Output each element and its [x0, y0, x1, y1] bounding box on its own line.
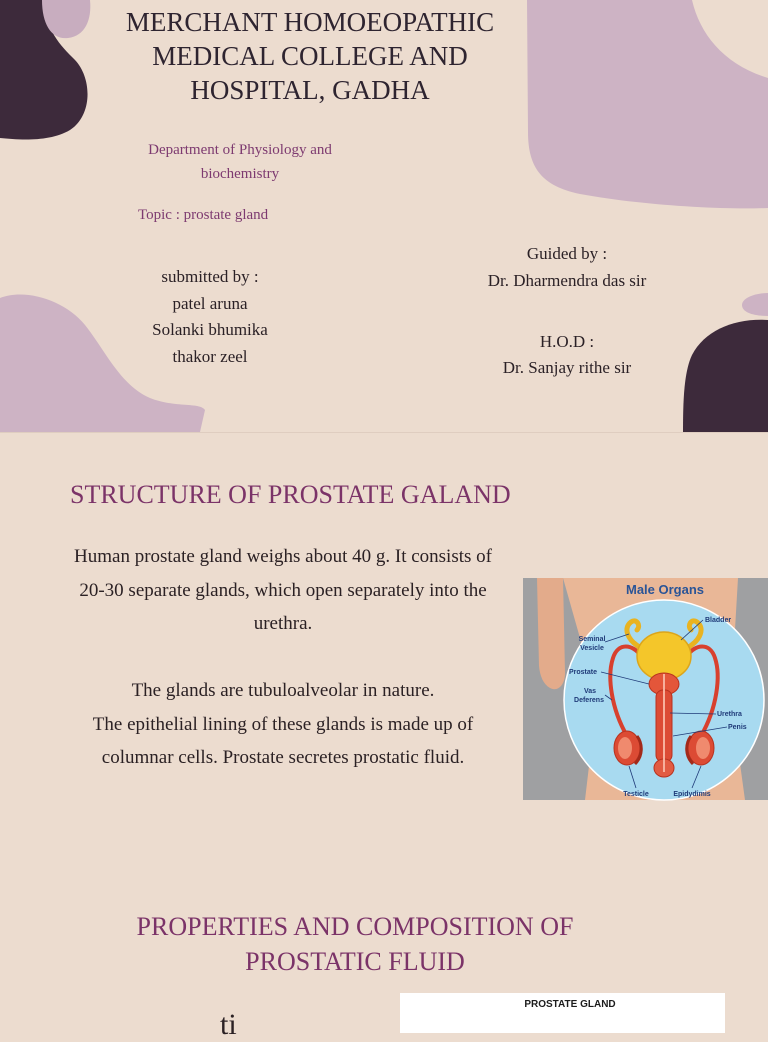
properties-heading-line: PROSTATIC FLUID	[245, 947, 465, 976]
structure-heading: STRUCTURE OF PROSTATE GALAND	[70, 480, 511, 509]
arm-silhouette	[537, 578, 565, 689]
blob-mauve-small-right	[742, 293, 768, 316]
prostate-gland-figure	[400, 993, 725, 1033]
figure-title: Male Organs	[625, 582, 705, 597]
properties-slide	[0, 863, 768, 1041]
submitted-by-block	[110, 264, 310, 371]
guided-by-label: Guided by :	[526, 244, 608, 263]
blob-mauve-top-right	[527, 0, 768, 208]
partial-body-text: ti	[220, 1008, 237, 1041]
hod-block	[467, 329, 667, 381]
label-seminal-vesicle-line1: Seminal	[578, 636, 606, 643]
label-seminal-vesicle-line2: Vesicle	[580, 645, 604, 652]
submitted-by-label: submitted by :	[161, 267, 259, 286]
label-testicle: Testicle	[623, 791, 649, 798]
blob-dark-bottom-right	[683, 320, 768, 432]
student-name: patel aruna	[172, 293, 248, 313]
paragraph-line: urethra.	[253, 613, 313, 634]
hod-name: Dr. Sanjay rithe sir	[502, 358, 632, 377]
prostate-figure-title: PROSTATE GLAND	[524, 999, 616, 1010]
title-slide	[0, 0, 768, 432]
label-urethra: Urethra	[717, 711, 742, 718]
college-name	[90, 5, 530, 107]
topic-text: Topic : prostate gland	[138, 207, 269, 223]
paragraph-line: Human prostate gland weighs about 40 g. It consists of	[74, 546, 492, 567]
label-prostate: Prostate	[568, 669, 598, 676]
college-name-line: HOSPITAL, GADHA	[190, 75, 430, 105]
guided-by-block	[467, 240, 667, 294]
hod-label: H.O.D :	[539, 332, 595, 351]
guide-name: Dr. Dharmendra das sir	[487, 271, 647, 290]
student-name: Solanki bhumika	[152, 320, 268, 340]
paragraph-line: The epithelial lining of these glands is made up of	[92, 713, 474, 735]
label-vas-deferens-line1: Vas	[583, 688, 597, 695]
student-name: thakor zeel	[172, 347, 248, 367]
structure-slide	[0, 433, 768, 863]
department-name	[120, 138, 360, 186]
label-epididymis: Epidydimis	[673, 791, 711, 798]
male-organs-figure	[523, 578, 768, 800]
paragraph-spacer	[40, 641, 526, 675]
properties-heading-line: PROPERTIES AND COMPOSITION OF	[136, 912, 574, 941]
label-penis: Penis	[728, 724, 747, 731]
properties-heading	[80, 909, 630, 979]
college-name-line: MERCHANT HOMOEOPATHIC	[125, 7, 495, 37]
testicle-right-inner	[696, 737, 710, 759]
structure-body-text	[40, 540, 526, 775]
department-line: Department of Physiology and	[148, 142, 332, 158]
testicle-left-inner	[618, 737, 632, 759]
paragraph-line: columnar cells. Prostate secretes prostatic fluid.	[101, 747, 465, 768]
paragraph-line: 20-30 separate glands, which open separately into the	[79, 579, 487, 601]
college-name-line: MEDICAL COLLEGE AND	[152, 41, 468, 71]
label-bladder: Bladder	[705, 617, 732, 624]
paragraph-line: The glands are tubuloalveolar in nature.	[131, 680, 435, 701]
label-vas-deferens-line2: Deferens	[574, 697, 604, 704]
department-line: biochemistry	[200, 166, 280, 182]
